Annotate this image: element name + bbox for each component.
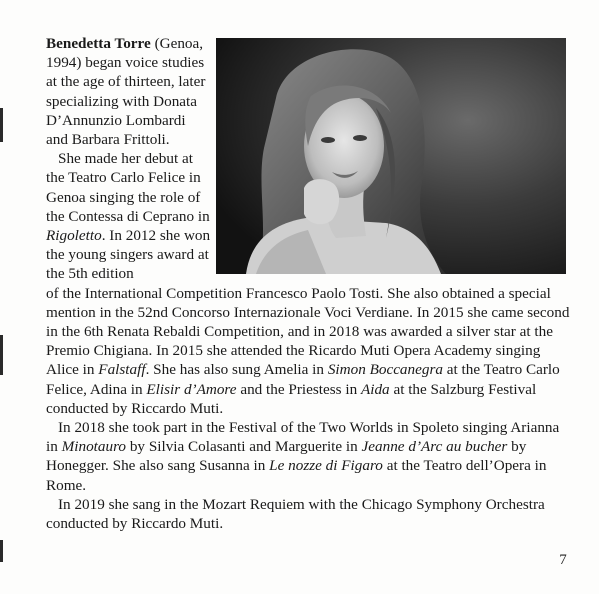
bio-p3-text: at the Teatro dell’Opera in Rome. xyxy=(46,457,547,494)
bio-p3-text: by Honegger. She also sang Susanna in xyxy=(46,438,527,475)
opera-title: Falstaff xyxy=(98,361,146,379)
bio-p2-text: . She has also sung Amelia in xyxy=(145,361,328,379)
binding-edge-mark xyxy=(0,108,3,142)
bio-p2-text: She made her debut at the Teatro Carlo Felice in Genoa singing the role of the Contessa di Ceprano in xyxy=(46,150,210,225)
bio-p3-text: In 2018 she took part in the Festival of the Two Worlds in Spoleto singing Arianna in xyxy=(46,419,560,456)
bio-p2-text: at the Salzburg Festival conducted by Riccardo Muti. xyxy=(46,380,537,417)
singer-name: Benedetta Torre xyxy=(46,35,151,52)
bio-p2-text: at the Teatro Carlo Felice, Adina in xyxy=(46,361,560,398)
bio-intro-column xyxy=(46,34,211,284)
bio-paragraph-2-start xyxy=(46,149,211,283)
bio-p2-text: of the International Competition Francesco Paolo Tosti. She also obtained a special mention in the 52nd Concorso Internazionale Voci Verdiane. In 2015 she came second in the 6th Renata Rebaldi Competition, and in 2018 was awarded a silver star at the Premio Chigiana. In 2015 she attended the Ricardo Muti Opera Academy singing Alice in xyxy=(46,284,570,379)
bio-p2-text: and the Priestess in xyxy=(236,380,361,398)
opera-title: Rigoletto xyxy=(46,227,102,245)
opera-title: Minotauro xyxy=(61,438,127,456)
bio-p1-text: (Genoa, 1994) began voice studies at the age of thirteen, later specializing with Donata D’Annunzio Lombardi and Barbara Frittoli. xyxy=(46,35,206,149)
bio-paragraph-1 xyxy=(46,34,211,149)
bio-paragraph-2-cont xyxy=(46,284,570,418)
opera-title: Elisir d’Amore xyxy=(146,380,237,398)
bio-text xyxy=(46,34,570,533)
bio-p3-text: by Silvia Colasanti and Marguerite in xyxy=(126,438,362,456)
bio-paragraph-3 xyxy=(46,418,570,495)
binding-edge-mark xyxy=(0,335,3,375)
opera-title: Aida xyxy=(360,380,390,398)
binding-edge-mark xyxy=(0,540,3,562)
page-number: 7 xyxy=(559,552,567,568)
bio-paragraph-4: In 2019 she sang in the Mozart Requiem with the Chicago Symphony Orchestra conducted by Riccardo Muti. xyxy=(46,495,545,533)
opera-title: Simon Boccanegra xyxy=(327,361,443,379)
bio-p2-text: . In 2012 she won the young singers award at the 5th edition xyxy=(46,227,211,283)
opera-title: Jeanne d’Arc au bucher xyxy=(361,438,508,456)
opera-title: Le nozze di Figaro xyxy=(269,457,383,475)
